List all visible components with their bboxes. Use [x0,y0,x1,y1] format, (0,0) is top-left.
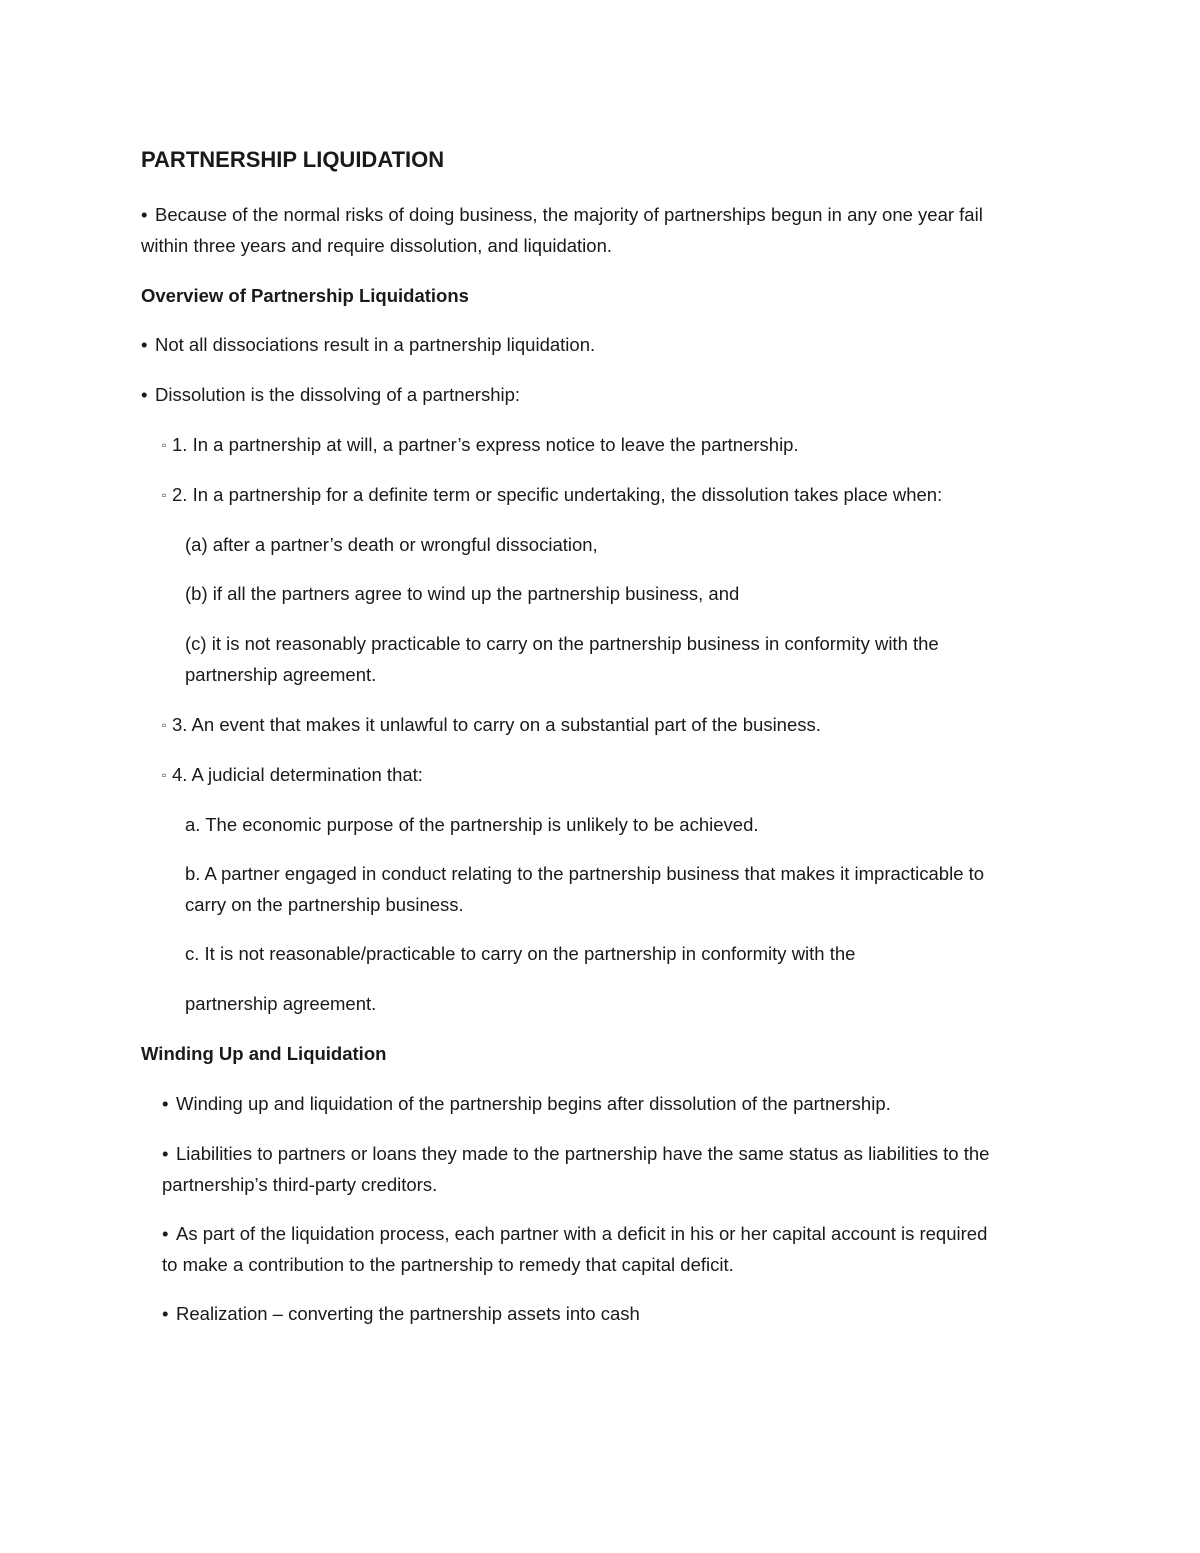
square-marker-icon: ▫ [162,438,167,452]
winding-bullet-3-text: As part of the liquidation process, each partner with a deficit in his or her capital account is required [176,1223,988,1244]
list-item-4 [162,759,423,791]
list-item-4a: a. The economic purpose of the partnership is unlikely to be achieved. [185,814,759,835]
winding-bullet-3-line-1 [162,1218,987,1249]
square-marker-icon: ▫ [162,488,167,502]
list-item-2-text: 2. In a partnership for a definite term or specific undertaking, the dissolution takes place when: [172,484,943,505]
intro-line-1 [141,199,983,230]
intro-text-1: Because of the normal risks of doing business, the majority of partnerships begun in any one year fail [155,204,983,225]
list-item-2a: (a) after a partner’s death or wrongful dissociation, [185,534,598,555]
list-item-2b: (b) if all the partners agree to wind up the partnership business, and [185,583,740,604]
list-item-4b-line-2: carry on the partnership business. [185,894,464,915]
winding-bullet-1-text: Winding up and liquidation of the partnership begins after dissolution of the partnership. [176,1093,891,1114]
winding-bullet-2-text: Liabilities to partners or loans they made to the partnership have the same status as liabilities to the [176,1143,990,1164]
square-marker-icon: ▫ [162,718,167,732]
list-item-4c-line-2: partnership agreement. [185,993,377,1014]
bullet-icon: • [141,204,148,225]
bullet-icon: • [162,1093,169,1114]
section-heading-overview: Overview of Partnership Liquidations [141,285,469,306]
list-item-3-text: 3. An event that makes it unlawful to carry on a substantial part of the business. [172,714,821,735]
overview-bullet-1-text: Not all dissociations result in a partnership liquidation. [155,334,596,355]
bullet-icon: • [162,1143,169,1164]
list-item-2 [162,479,942,511]
list-item-4b-line-1: b. A partner engaged in conduct relating to the partnership business that makes it impracticable to [185,863,985,884]
list-item-3 [162,709,821,741]
page-title: PARTNERSHIP LIQUIDATION [141,147,445,172]
winding-bullet-2-line-1 [162,1138,989,1169]
list-item-2c-line-1: (c) it is not reasonably practicable to carry on the partnership business in conformity with the [185,633,939,654]
overview-bullet-2-text: Dissolution is the dissolving of a partnership: [155,384,521,405]
section-heading-winding-up: Winding Up and Liquidation [141,1043,387,1064]
list-item-4c-line-1: c. It is not reasonable/practicable to carry on the partnership in conformity with the [185,943,856,964]
bullet-icon: • [141,334,148,355]
winding-bullet-2-line-2: partnership’s third-party creditors. [162,1174,438,1195]
winding-bullet-1 [162,1088,891,1119]
overview-bullet-1 [141,329,595,360]
winding-bullet-4 [162,1298,640,1329]
bullet-icon: • [162,1303,169,1324]
winding-bullet-3-line-2: to make a contribution to the partnership to remedy that capital deficit. [162,1254,734,1275]
list-item-1-text: 1. In a partnership at will, a partner’s express notice to leave the partnership. [172,434,799,455]
square-marker-icon: ▫ [162,768,167,782]
list-item-4-text: 4. A judicial determination that: [172,764,423,785]
bullet-icon: • [162,1223,169,1244]
list-item-2c-line-2: partnership agreement. [185,664,377,685]
bullet-icon: • [141,384,148,405]
winding-bullet-4-text: Realization – converting the partnership assets into cash [176,1303,640,1324]
overview-bullet-2 [141,379,520,410]
intro-line-2: within three years and require dissolution, and liquidation. [141,235,613,256]
list-item-1 [162,429,799,461]
